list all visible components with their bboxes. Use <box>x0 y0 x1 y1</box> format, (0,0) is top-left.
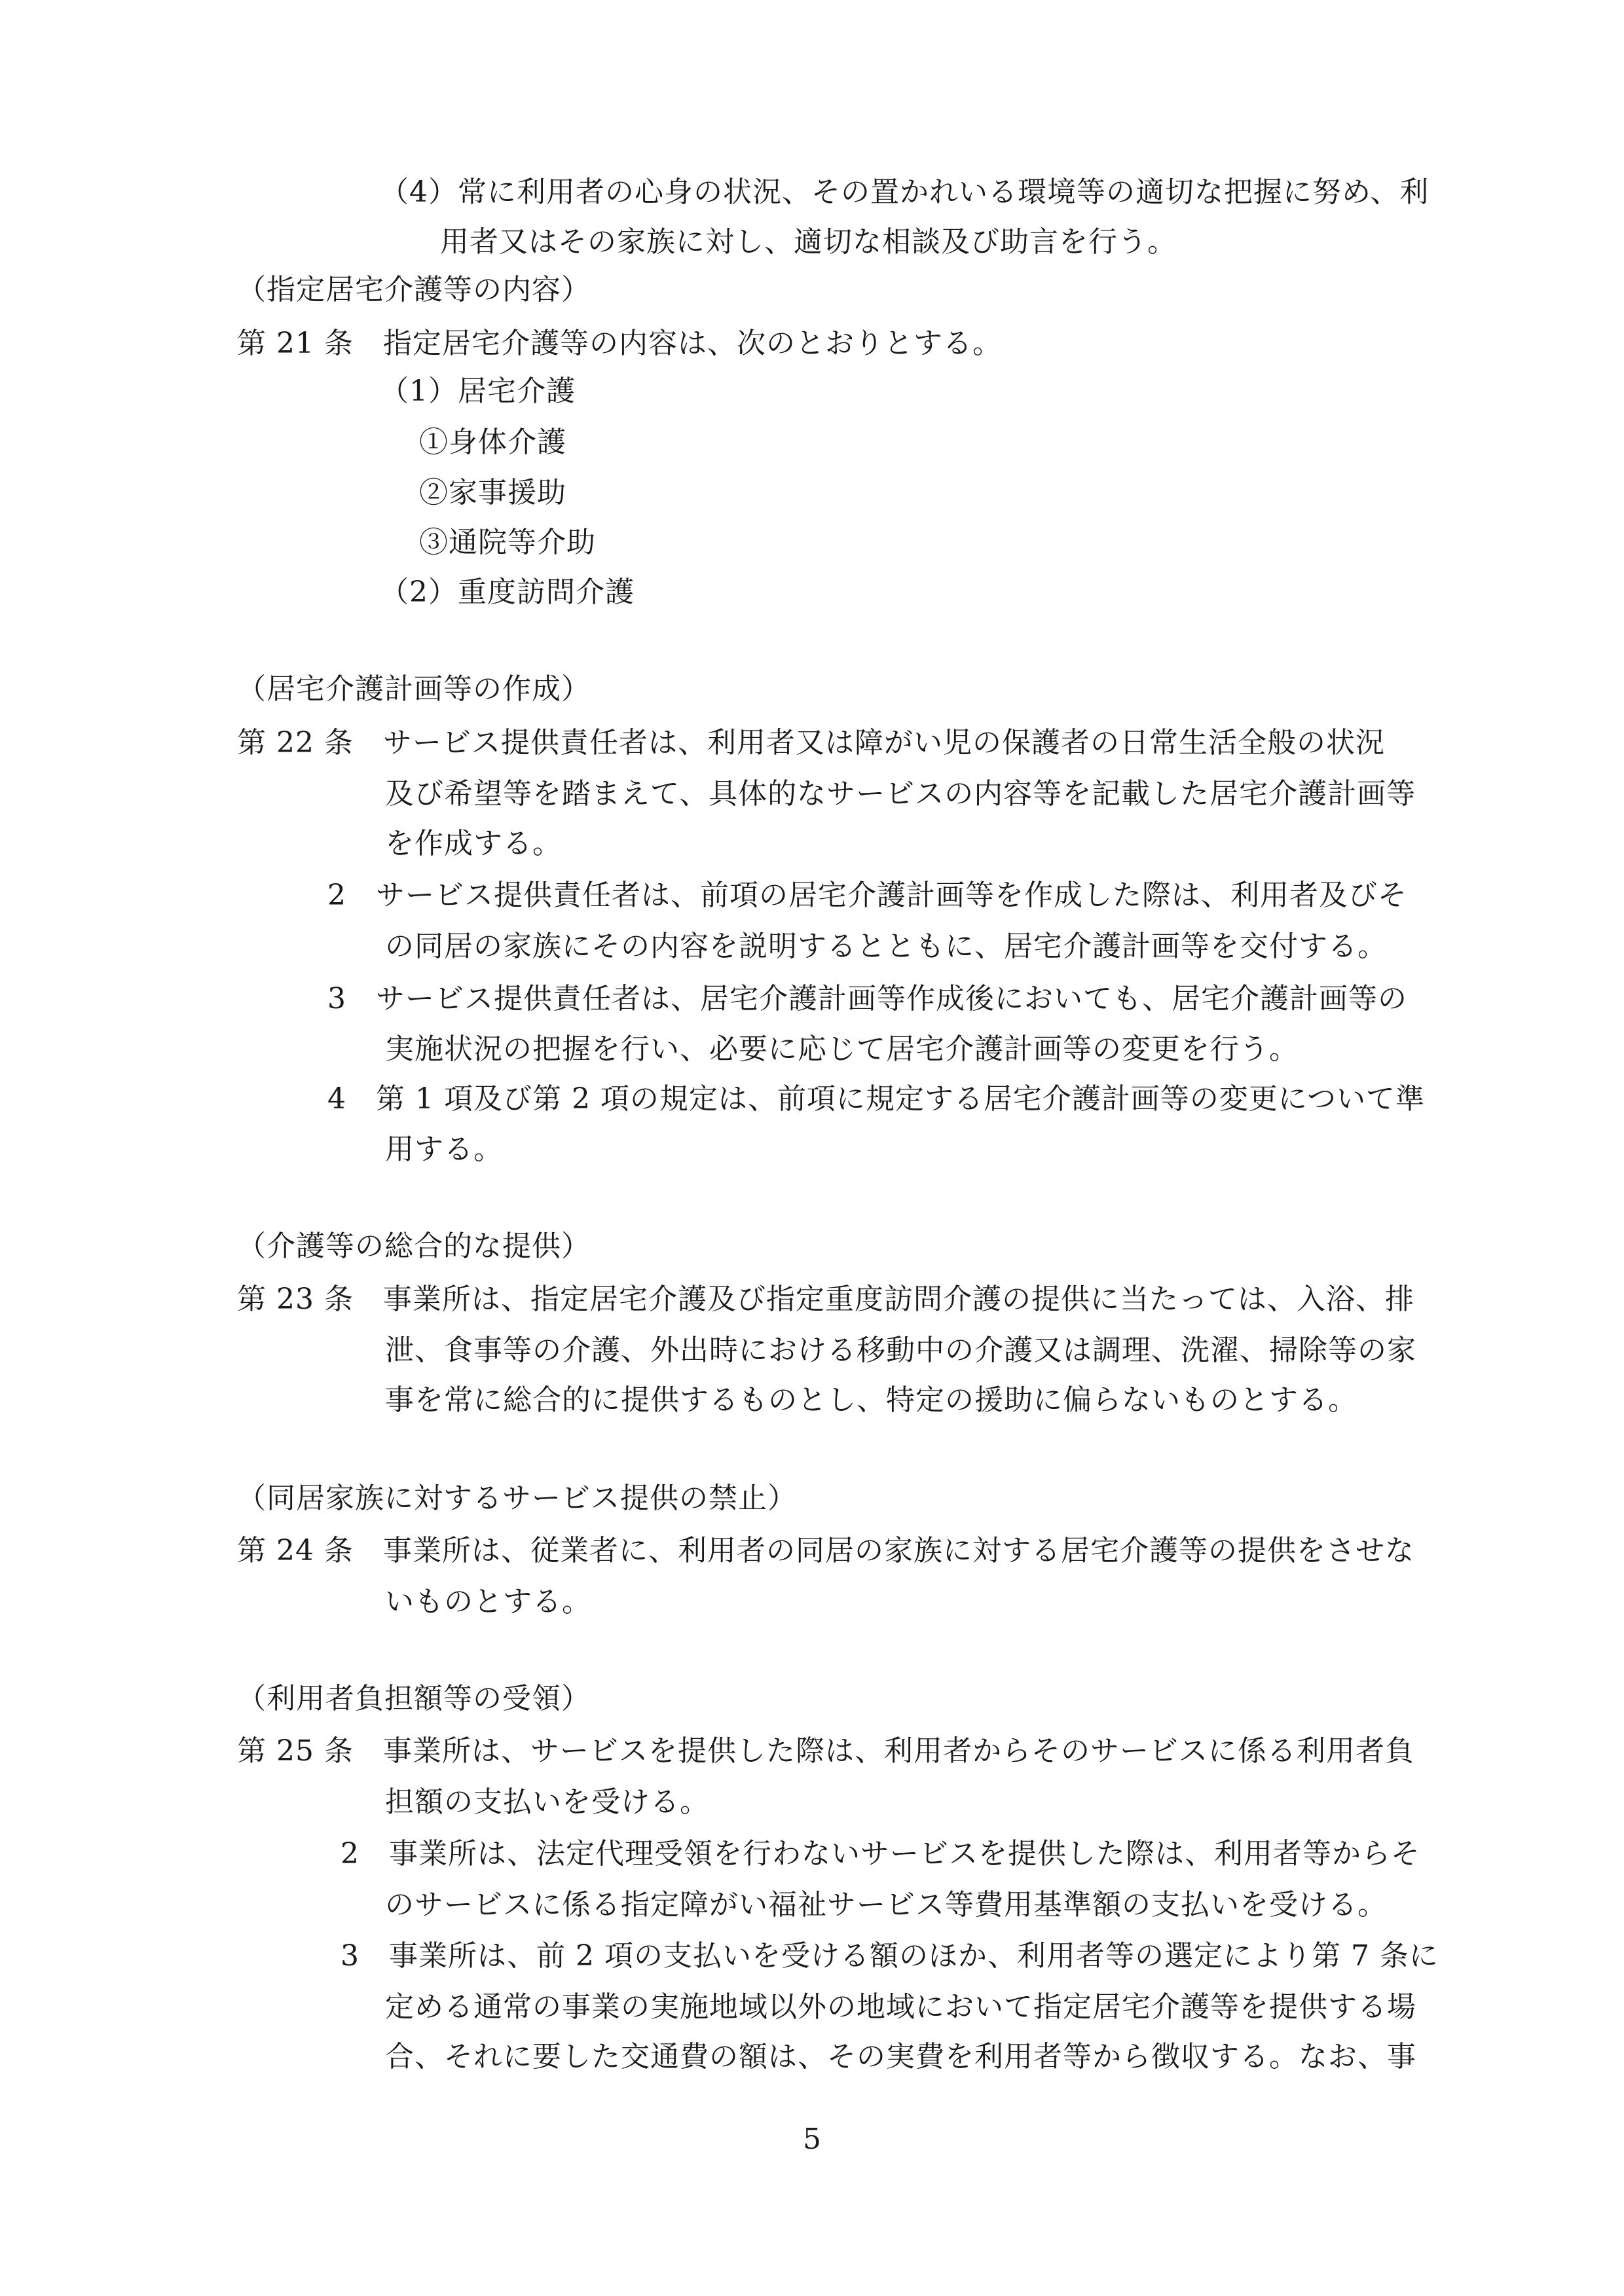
text-line: を作成する。 <box>385 827 562 860</box>
section-heading: （居宅介護計画等の作成） <box>237 672 591 706</box>
section-heading: （利用者負担額等の受領） <box>237 1682 591 1715</box>
list-subitem: ③通院等介助 <box>419 526 596 559</box>
list-item: （2）重度訪問介護 <box>380 575 635 609</box>
text-line: 合、それに要した交通費の額は、その実費を利用者等から徴収する。なお、事 <box>385 2040 1416 2073</box>
section-heading: （指定居宅介護等の内容） <box>237 273 591 306</box>
paragraph-line: 2 事業所は、法定代理受領を行わないサービスを提供した際は、利用者等からそ <box>341 1837 1420 1870</box>
paragraph-line: 2 サービス提供責任者は、前項の居宅介護計画等を作成した際は、利用者及びそ <box>327 879 1407 912</box>
list-subitem: ①身体介護 <box>419 426 566 459</box>
paragraph-line: 3 事業所は、前 2 項の支払いを受ける額のほか、利用者等の選定により第 7 条に <box>341 1939 1439 1973</box>
text-line: 用者又はその家族に対し、適切な相談及び助言を行う。 <box>440 225 1177 259</box>
text-line: 担額の支払いを受ける。 <box>385 1785 709 1819</box>
text-line: 用する。 <box>385 1133 503 1166</box>
text-line: いものとする。 <box>385 1585 591 1618</box>
text-line: 実施状況の把握を行い、必要に応じて居宅介護計画等の変更を行う。 <box>385 1032 1299 1066</box>
text-line: （4）常に利用者の心身の状況、その置かれいる環境等の適切な把握に努め、利 <box>380 175 1430 209</box>
paragraph-line: 4 第 1 項及び第 2 項の規定は、前項に規定する居宅介護計画等の変更について準 <box>327 1082 1426 1116</box>
text-line: 定める通常の事業の実施地域以外の地域において指定居宅介護等を提供する場 <box>385 1990 1416 2024</box>
article-line: 第 25 条 事業所は、サービスを提供した際は、利用者からそのサービスに係る利用者負 <box>237 1734 1414 1768</box>
text-line: のサービスに係る指定障がい福祉サービス等費用基準額の支払いを受ける。 <box>385 1888 1387 1922</box>
article-line: 第 24 条 事業所は、従業者に、利用者の同居の家族に対する居宅介護等の提供をさせな <box>237 1534 1414 1567</box>
section-heading: （介護等の総合的な提供） <box>237 1230 591 1263</box>
article-line: 第 22 条 サービス提供責任者は、利用者又は障がい児の保護者の日常生活全般の状況 <box>237 726 1385 759</box>
text-line: の同居の家族にその内容を説明するとともに、居宅介護計画等を交付する。 <box>385 930 1387 963</box>
page-number: 5 <box>803 2123 821 2156</box>
article-line: 第 23 条 事業所は、指定居宅介護及び指定重度訪問介護の提供に当たっては、入浴、排 <box>237 1283 1414 1316</box>
section-heading: （同居家族に対するサービス提供の禁止） <box>237 1482 797 1515</box>
text-line: 泄、食事等の介護、外出時における移動中の介護又は調理、洗濯、掃除等の家 <box>385 1334 1416 1367</box>
paragraph-line: 3 サービス提供責任者は、居宅介護計画等作成後においても、居宅介護計画等の <box>327 982 1407 1015</box>
article-line: 第 21 条 指定居宅介護等の内容は、次のとおりとする。 <box>237 327 1002 360</box>
list-subitem: ②家事援助 <box>419 476 566 509</box>
text-line: 事を常に総合的に提供するものとし、特定の援助に偏らないものとする。 <box>385 1383 1357 1417</box>
text-line: 及び希望等を踏まえて、具体的なサービスの内容等を記載した居宅介護計画等 <box>385 777 1416 811</box>
list-item: （1）居宅介護 <box>380 374 576 408</box>
